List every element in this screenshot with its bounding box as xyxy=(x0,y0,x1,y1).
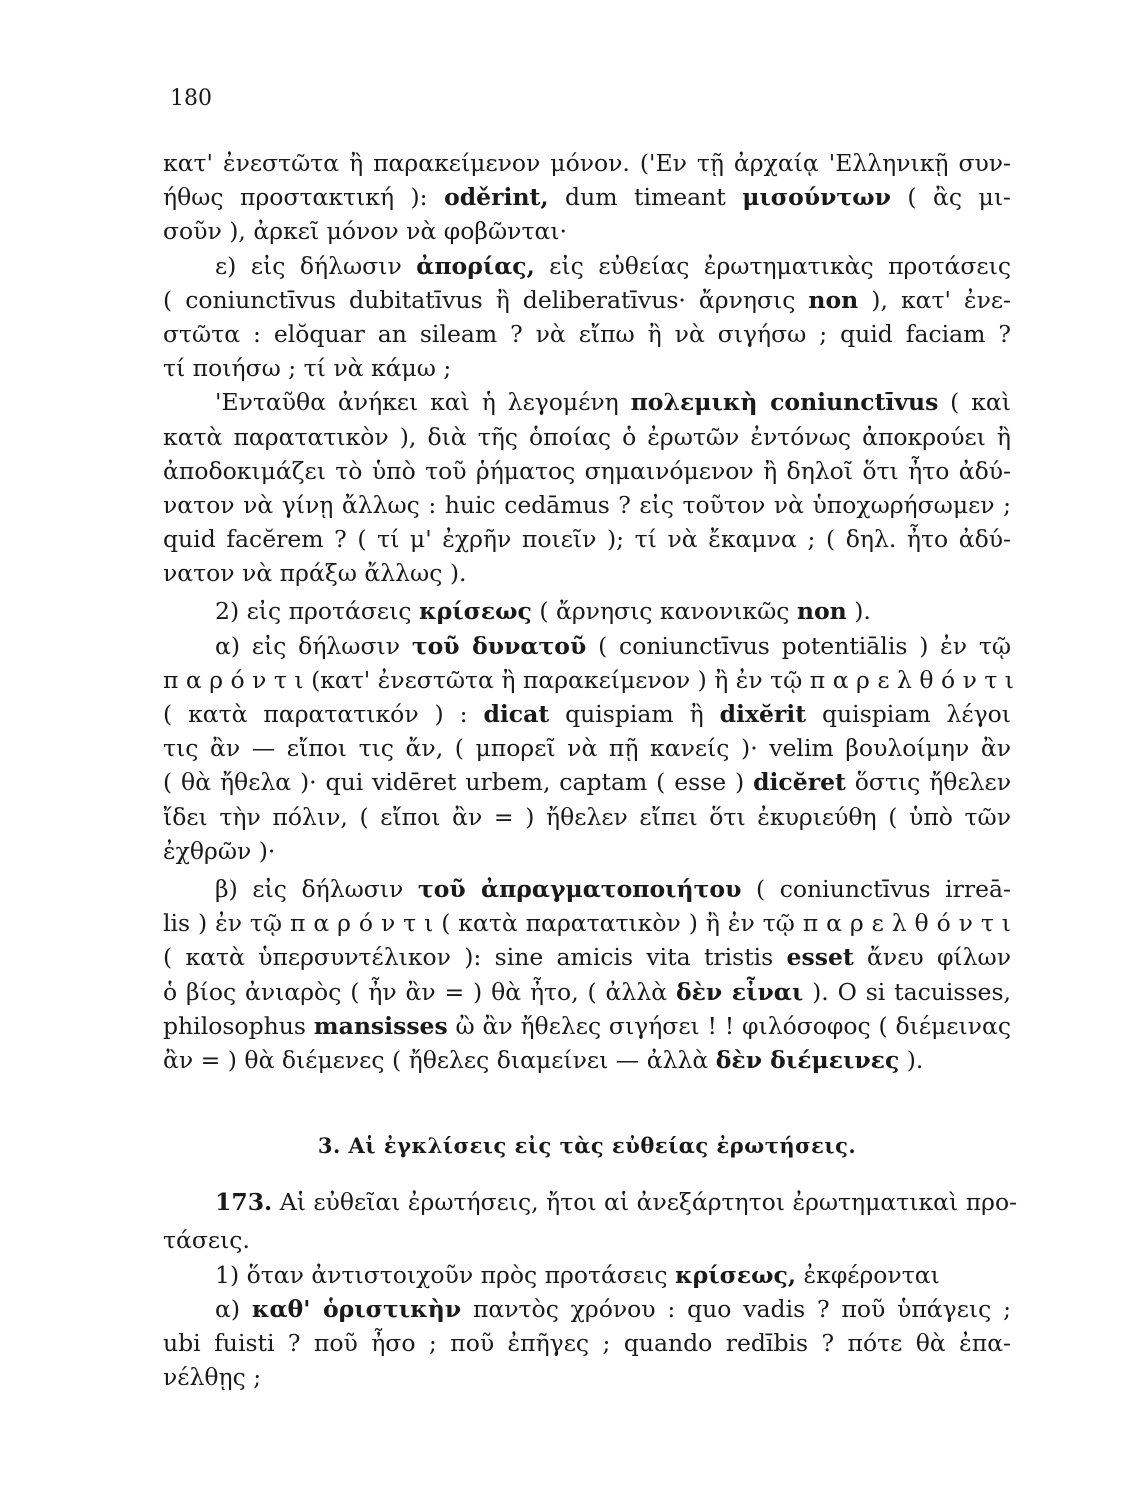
text-run: ἐκφέρονται xyxy=(796,1260,940,1289)
text-line xyxy=(163,385,1011,419)
text-run: α) εἰς δήλωσιν xyxy=(215,631,412,660)
text-line xyxy=(163,1223,1011,1257)
text-line xyxy=(163,872,1011,906)
bold-term: μισούντων xyxy=(742,183,891,212)
text-run: quid facĕrem ? ( τί μ' ἐχρῆν ποιεῖν ); τί νὰ ἔκαμνα ; ( δηλ. ἦτο ἀδύ- xyxy=(163,525,1011,554)
text-run: κατὰ παρατατικὸν ), διὰ τῆς ὁποίας ὁ ἐρωτῶν ἐντόνως ἀποκρούει ἢ xyxy=(163,422,1011,451)
text-line xyxy=(163,214,1011,248)
text-line xyxy=(163,663,1015,697)
bold-term: καθ' ὁριστικὴν xyxy=(251,1294,462,1323)
text-run: ( coniunctīvus dubitatīvus ἢ deliberatīvus· ἄρνησις xyxy=(163,285,809,314)
text-run: ( θὰ ἤθελα )· qui vidēret urbem, captam ( esse ) xyxy=(163,768,754,797)
text-run: νατον νὰ γίνῃ ἄλλως : huic cedāmus ? εἰς τοῦτον νὰ ὑποχωρήσωμεν ; xyxy=(163,490,1011,519)
bold-term: τοῦ δυνατοῦ xyxy=(411,631,587,660)
text-run: παντὸς χρόνου : quo vadis ? ποῦ ὑπάγεις ; xyxy=(461,1294,1011,1323)
text-run: ὢ ἂν ἤθελες σιγήσει ! ! φιλόσοφος ( διέμεινας xyxy=(447,1011,1011,1040)
text-run: 2) εἰς προτάσεις xyxy=(215,597,419,626)
text-line xyxy=(163,906,1011,940)
text-run: quispiam ἢ xyxy=(549,700,720,728)
text-line xyxy=(163,522,1011,556)
text-line xyxy=(163,317,1011,351)
text-run: σοῦν ), ἀρκεῖ μόνον νὰ φοβῶνται· xyxy=(163,217,567,246)
bold-term: oděrint, xyxy=(444,183,549,212)
bold-term: non xyxy=(796,597,847,626)
text-run: α) xyxy=(215,1294,252,1323)
text-run: ( ἂς μι- xyxy=(890,183,1011,212)
text-line xyxy=(163,940,1011,974)
text-run: ( coniunctīvus irreā- xyxy=(741,874,1011,903)
text-line xyxy=(163,351,1011,385)
text-run: στῶτα : elŏquar an sileam ? νὰ εἴπω ἢ νὰ σιγήσω ; quid faciam ? xyxy=(163,319,1011,348)
text-line xyxy=(163,180,1011,214)
text-run: ). xyxy=(846,597,871,626)
text-run: π α ρ ό ν τ ι (κατ' ἐνεστῶτα ἢ παρακείμενον ) ἢ ἐν τῷ π α ρ ε λ θ ό ν τ ι xyxy=(163,665,1015,694)
text-run: ). xyxy=(899,1045,924,1074)
text-line xyxy=(163,1009,1011,1043)
text-run: ἴδει τὴν πόλιν, ( εἴποι ἂν = ) ἤθελεν εἴπει ὅτι ἐκυριεύθη ( ὑπὸ τῶν xyxy=(163,802,1011,831)
text-run: νατον νὰ πράξω ἄλλως ). xyxy=(163,559,467,588)
bold-term: esset xyxy=(786,943,854,972)
bold-term: 173. xyxy=(215,1188,273,1217)
bold-term: κρίσεως, xyxy=(674,1260,797,1289)
text-line xyxy=(163,1292,1011,1326)
section-heading xyxy=(163,1129,1011,1163)
text-line xyxy=(163,594,1011,628)
text-run: τάσεις. xyxy=(163,1226,250,1255)
text-line xyxy=(163,420,1011,454)
text-line xyxy=(163,249,1011,283)
text-run: ἐχθρῶν )· xyxy=(163,836,276,865)
text-run: Αἱ εὐθεῖαι ἐρωτήσεις, ἤτοι αἱ ἀνεξάρτητοι ἐρωτηματικαὶ προ- xyxy=(272,1188,1018,1217)
text-run: quispiam λέγοι xyxy=(806,700,1011,728)
text-line xyxy=(163,1360,1011,1394)
text-run: κατ' ἐνεστῶτα ἢ παρακείμενον μόνον. ('Εν τῇ ἀρχαίᾳ 'Ελληνικῇ συν- xyxy=(163,149,1011,177)
text-run: ἀποδοκιμάζει τὸ ὑπὸ τοῦ ῥήματος σημαινόμενον ἢ δηλοῖ ὅτι ἦτο ἀδύ- xyxy=(163,456,1011,485)
bold-term: mansisses xyxy=(313,1011,448,1040)
bold-term: dicat xyxy=(483,700,550,728)
text-line xyxy=(163,731,1011,765)
text-run: ἄνευ φίλων xyxy=(853,943,1011,972)
text-run: νέλθῃς ; xyxy=(163,1363,262,1392)
text-line xyxy=(163,556,1011,590)
text-line xyxy=(163,629,1011,663)
text-run: εἰς εὐθείας ἐρωτηματικὰς προτάσεις xyxy=(534,251,1011,280)
text-run: ὁ βίος ἀνιαρὸς ( ἦν ἂν = ) θὰ ἦτο, ( ἀλλὰ xyxy=(163,977,676,1006)
text-run: ( κατὰ ὑπερσυντέλικον ): sine amicis vita tristis xyxy=(163,943,787,972)
text-line xyxy=(163,975,1011,1009)
text-run: ὅστις ἤθελεν xyxy=(845,768,1011,797)
text-line xyxy=(163,146,1011,180)
text-run: ήθως προστακτική ): xyxy=(163,183,445,212)
text-run: ε) εἰς δήλωσιν xyxy=(215,251,417,280)
bold-term: πολεμικὴ coniunctīvus xyxy=(630,388,939,417)
text-run: τί ποιήσω ; τί νὰ κάμω ; xyxy=(163,354,452,383)
text-line xyxy=(163,697,1011,731)
text-run: 'Ενταῦθα ἀνήκει καὶ ἡ λεγομένη xyxy=(215,388,631,417)
text-run: ( καὶ xyxy=(938,388,1011,417)
text-run: ( coniunctīvus potentiālis ) ἐν τῷ xyxy=(586,631,1012,660)
bold-term: non xyxy=(808,285,859,314)
text-line xyxy=(163,1258,1011,1292)
bold-term: κρίσεως xyxy=(418,597,532,626)
text-line xyxy=(163,283,1011,317)
text-run: philosophus xyxy=(163,1011,314,1040)
text-run: 3. Αἱ ἐγκλίσεις εἰς τὰς εὐθείας ἐρωτήσεις. xyxy=(317,1133,857,1159)
text-run: ). O si tacuisses, xyxy=(803,977,1011,1006)
text-line xyxy=(163,765,1011,799)
bold-term: ἀπορίας, xyxy=(416,251,535,280)
text-run: β) εἰς δήλωσιν xyxy=(215,874,418,903)
text-run: ( κατὰ παρατατικόν ) : xyxy=(163,700,484,728)
text-run: ( ἄρνησις κανονικῶς xyxy=(531,597,797,626)
page-number: 180 xyxy=(170,86,212,111)
bold-term: δὲν διέμεινες xyxy=(715,1045,900,1074)
text-line xyxy=(163,1326,1011,1360)
body-text xyxy=(163,146,1018,1394)
text-line xyxy=(163,1043,1011,1077)
text-line xyxy=(163,454,1011,488)
bold-term: δὲν εἶναι xyxy=(675,977,804,1006)
text-run: τις ἂν — εἴποι τις ἄν, ( μπορεῖ νὰ πῇ κανείς )· velim βουλοίμην ἂν xyxy=(163,734,1011,763)
bold-term: dicĕret xyxy=(753,768,846,797)
text-run: 1) ὅταν ἀντιστοιχοῦν πρὸς προτάσεις xyxy=(215,1260,675,1289)
bold-term: τοῦ ἀπραγματοποιήτου xyxy=(417,874,742,903)
text-line xyxy=(163,488,1011,522)
text-run: ubi fuisti ? ποῦ ἦσο ; ποῦ ἐπῆγες ; quando redībis ? πότε θὰ ἐπα- xyxy=(163,1329,1011,1358)
text-line xyxy=(163,1185,1018,1219)
text-run: ), κατ' ἐνε- xyxy=(858,285,1011,314)
text-run: ἂν = ) θὰ διέμενες ( ἤθελες διαμείνει — ἀλλὰ xyxy=(163,1045,716,1074)
text-run: lis ) ἐν τῷ π α ρ ό ν τ ι ( κατὰ παρατατικὸν ) ἢ ἐν τῷ π α ρ ε λ θ ό ν τ ι xyxy=(163,909,1011,938)
text-line xyxy=(163,800,1011,834)
text-run: dum timeant xyxy=(548,183,743,212)
text-line xyxy=(163,834,1011,868)
bold-term: dixĕrit xyxy=(719,700,807,728)
